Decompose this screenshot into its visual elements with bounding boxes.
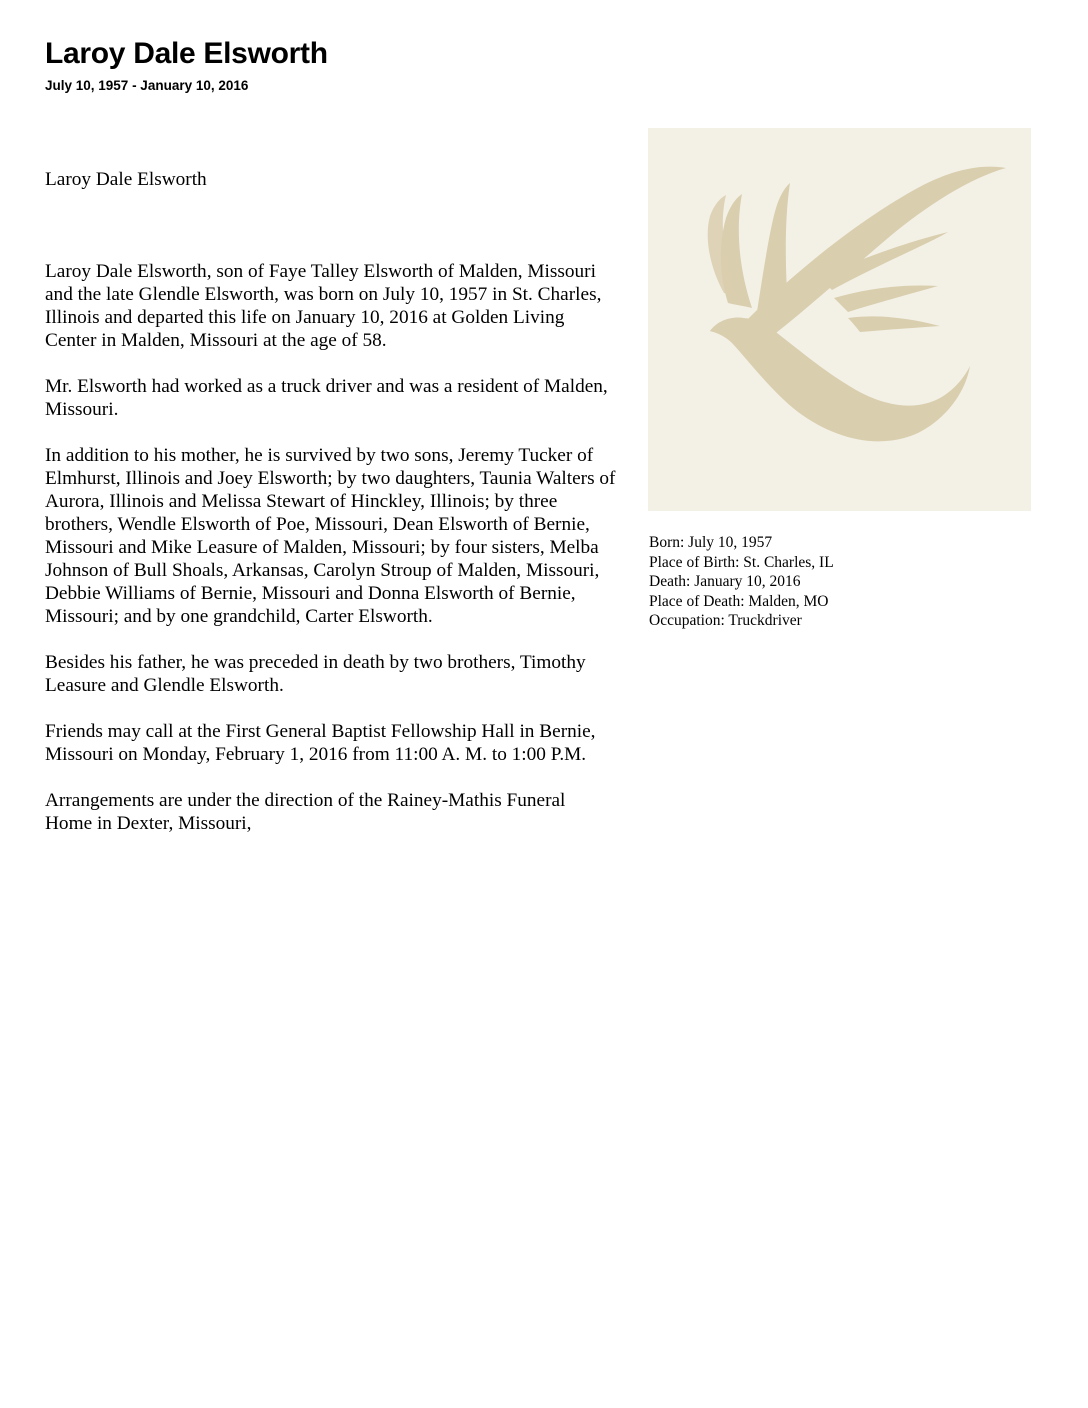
obituary-paragraph-preceded: Besides his father, he was preceded in death by two brothers, Timothy Leasure and Glendle Elsworth. [45, 652, 586, 696]
fact-occupation: Occupation: Truckdriver [649, 612, 802, 629]
page-title: Laroy Dale Elsworth [45, 37, 328, 70]
life-dates: July 10, 1957 - January 10, 2016 [45, 78, 249, 93]
vital-facts [649, 533, 1029, 631]
obituary-paragraph-occupation: Mr. Elsworth had worked as a truck driver and was a resident of Malden, Missouri. [45, 376, 608, 420]
obituary-paragraph-survivors: In addition to his mother, he is survived by two sons, Jeremy Tucker of Elmhurst, Illinois and Joey Elsworth; by two daughters, Taunia Walters of Aurora, Illinois and Melissa Stewart of Hinckley, Illinois; by three brothers, Wendle Elsworth of Poe, Missouri, Dean Elsworth of Bernie, Missouri and Mike Leasure of Malden, Missouri; by four sisters, Melba Johnson of Bull Shoals, Arkansas, Carolyn Stroup of Malden, Missouri, Debbie Williams of Bernie, Missouri and Donna Elsworth of Bernie, Missouri; and by one grandchild, Carter Elsworth. [45, 445, 616, 627]
obituary-intro-name: Laroy Dale Elsworth [45, 169, 207, 190]
fact-place-of-birth: Place of Birth: St. Charles, IL [649, 553, 834, 571]
fact-death: Death: January 10, 2016 [649, 573, 801, 590]
memorial-photo [648, 128, 1031, 511]
dove-icon [648, 128, 1031, 511]
obituary-paragraph-birth: Laroy Dale Elsworth, son of Faye Talley Elsworth of Malden, Missouri and the late Glendle Elsworth, was born on July 10, 1957 in St. Charles, Illinois and departed this life on January 10, 2016 at Golden Living Center in Malden, Missouri at the age of 58. [45, 261, 602, 351]
obituary-paragraph-visitation: Friends may call at the First General Baptist Fellowship Hall in Bernie, Missouri on Monday, February 1, 2016 from 11:00 A. M. to 1:00 P.M. [45, 721, 596, 765]
fact-place-of-death: Place of Death: Malden, MO [649, 592, 829, 610]
fact-born: Born: July 10, 1957 [649, 534, 773, 551]
obituary-header [45, 36, 328, 95]
obituary-body [45, 168, 617, 858]
obituary-paragraph-arrangements: Arrangements are under the direction of the Rainey-Mathis Funeral Home in Dexter, Missouri, [45, 790, 566, 834]
